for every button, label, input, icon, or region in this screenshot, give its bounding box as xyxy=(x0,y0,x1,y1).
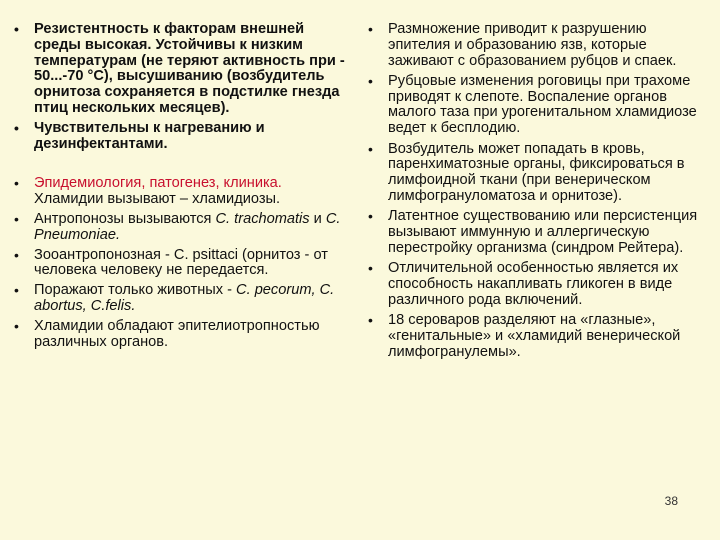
list-item xyxy=(368,261,710,308)
left-column xyxy=(14,22,352,354)
item-text: Резистентность к факторам внешней среды высокая. Устойчивы к низким температурам (не теряют активность при - 50...-70 °С), высушиванию (возбудитель орнитоза сохраняется в подстилке гнезда птиц нескольких месяцев). xyxy=(34,21,345,116)
list-item xyxy=(14,212,352,244)
bullet: • xyxy=(368,312,373,329)
list-item xyxy=(14,22,352,117)
item-text: Отличительной особенностью является их способность накапливать гликоген в виде различного рода включений. xyxy=(388,260,679,308)
list-item xyxy=(368,74,710,137)
page-number: 38 xyxy=(664,494,678,508)
item-text: Чувствительны к нагреванию и дезинфектантами. xyxy=(34,119,265,152)
list-item xyxy=(368,142,710,205)
bullet: • xyxy=(14,317,19,334)
bullet: • xyxy=(14,21,19,37)
bullet: • xyxy=(368,72,373,89)
bullet: • xyxy=(14,175,19,192)
bullet: • xyxy=(14,246,19,263)
list-item xyxy=(368,313,710,360)
bullet: • xyxy=(368,208,373,225)
item-text: Хламидии обладают эпителиотропностью различных органов. xyxy=(34,317,320,350)
list-item xyxy=(14,176,352,208)
item-text: и xyxy=(309,210,326,227)
bullet: • xyxy=(14,119,19,136)
item-text: Размножение приводит к разрушению эпителия и образованию язв, которые заживают с образованием рубцов и спаек. xyxy=(388,21,677,69)
list-item xyxy=(14,319,352,351)
item-text: Поражают только животных - xyxy=(34,282,237,299)
bullet: • xyxy=(368,21,373,37)
item-text: Рубцовые изменения роговицы при трахоме приводят к слепоте. Воспаление органов малого таза при урогенитальном хламидиозе ведет к бесплодию. xyxy=(388,72,697,137)
section-heading: Эпидемиология, патогенез, клиника. xyxy=(34,175,282,192)
bullet: • xyxy=(14,282,19,299)
list-item xyxy=(14,121,352,153)
item-text: Возбудитель может попадать в кровь, паренхиматозные органы, фиксироваться в лимфоидной ткани (при венерическом лимфогрануломатоза и орнитозе). xyxy=(388,140,685,204)
item-text: Латентное существованию или персистенция вызывают иммунную и аллергическую перестройку организма (синдром Рейтера). xyxy=(388,208,698,256)
spacer xyxy=(14,156,352,176)
list-item xyxy=(14,283,352,315)
item-text: Хламидии вызывают – хламидиозы. xyxy=(34,191,281,208)
right-column xyxy=(368,22,710,365)
item-text: 18 сероваров разделяют на «глазные», «генитальные» и «хламидий венерической лимфогранулемы». xyxy=(388,312,681,360)
bullet: • xyxy=(368,140,373,157)
list-item xyxy=(368,22,710,69)
item-text: Зооантропонозная - C. psittaci (орнитоз - от человека человеку не передается. xyxy=(34,246,328,279)
species-name: C. pecorum, C. abortus, C.felis. xyxy=(34,282,335,314)
bullet: • xyxy=(368,260,373,277)
species-name: C. trachomatis xyxy=(215,210,310,227)
bullet: • xyxy=(14,210,19,227)
list-item xyxy=(14,248,352,280)
list-item xyxy=(368,209,710,256)
item-text: Антропонозы вызываются xyxy=(34,210,216,227)
species-name: C. Pneumoniae. xyxy=(34,210,341,243)
